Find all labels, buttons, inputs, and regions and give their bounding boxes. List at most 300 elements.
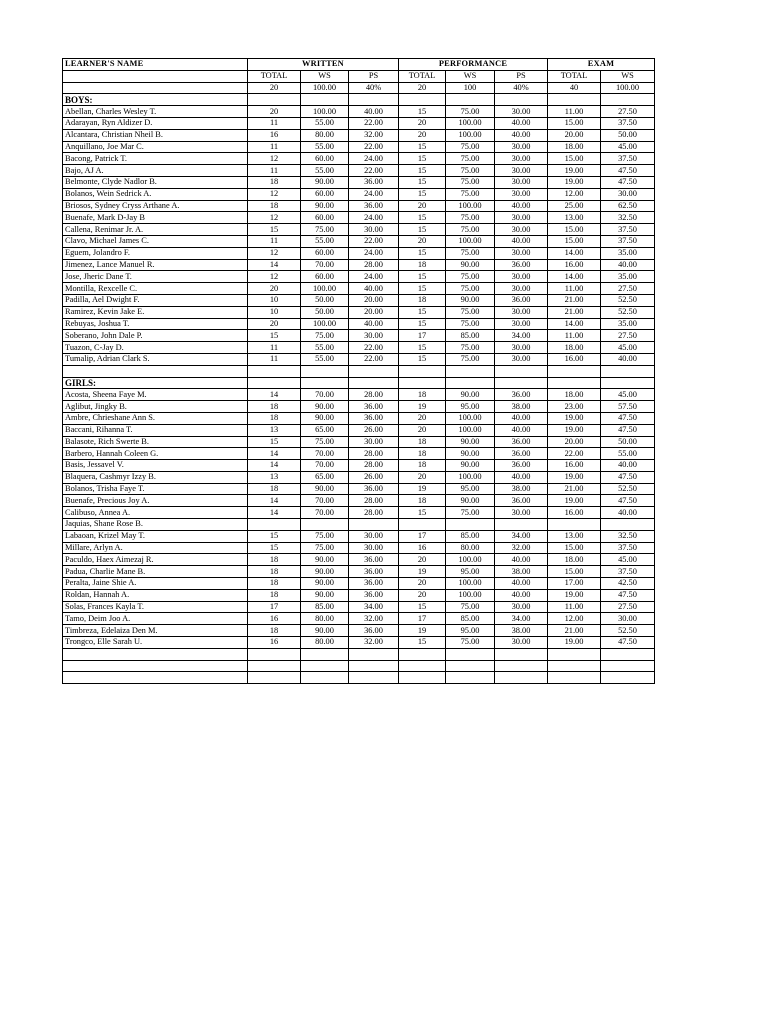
blank-cell [495,660,548,672]
score-cell [399,519,446,531]
score-cell: 13 [248,424,301,436]
grades-table [62,58,655,684]
learner-name: Blaquera, Cashmyr Izzy B. [63,471,248,483]
score-cell [301,519,349,531]
score-cell: 10 [248,306,301,318]
score-cell: 36.00 [349,554,399,566]
score-cell: 36.00 [495,448,548,460]
score-cell: 100.00 [446,200,495,212]
score-cell: 30.00 [349,330,399,342]
score-cell: 80.00 [446,542,495,554]
score-cell: 100.00 [446,129,495,141]
blank-cell [548,377,601,389]
empty-row [63,672,655,684]
score-cell: 50.00 [601,436,655,448]
score-cell: 19.00 [548,589,601,601]
score-cell: 36.00 [349,578,399,590]
score-cell: 20 [399,471,446,483]
score-cell: 52.50 [601,294,655,306]
score-cell: 55.00 [301,342,349,354]
score-cell: 15 [399,342,446,354]
learner-row [63,318,655,330]
score-cell: 14.00 [548,247,601,259]
blank-cell [63,70,248,82]
learner-name: Abellan, Charles Wesley T. [63,106,248,118]
score-cell: 85.00 [446,330,495,342]
score-cell: 80.00 [301,637,349,649]
score-cell: 12.00 [548,613,601,625]
learner-name: Tamo, Deim Joo A. [63,613,248,625]
score-cell: 100.00 [446,578,495,590]
learner-name: Montilla, Rexcelle C. [63,283,248,295]
score-cell: 30.00 [349,224,399,236]
score-cell: 85.00 [301,601,349,613]
score-cell: 75.00 [446,342,495,354]
score-cell: 22.00 [349,235,399,247]
learner-row [63,330,655,342]
score-cell: 15 [399,106,446,118]
score-cell: 18 [248,566,301,578]
blank-cell [548,660,601,672]
score-cell: 38.00 [495,625,548,637]
score-cell: 28.00 [349,495,399,507]
score-cell: 36.00 [349,625,399,637]
score-cell: 75.00 [301,224,349,236]
learner-name: Ramirez, Kevin Jake E. [63,306,248,318]
score-cell: 75.00 [446,283,495,295]
score-cell: 70.00 [301,495,349,507]
max-score-cell: 100.00 [601,82,655,94]
learner-name: Briosos, Sydney Cryss Arthane A. [63,200,248,212]
blank-cell [399,648,446,660]
score-cell: 36.00 [349,412,399,424]
score-cell: 27.50 [601,601,655,613]
score-cell: 20 [399,424,446,436]
score-cell: 15 [399,318,446,330]
score-cell: 100.00 [446,471,495,483]
score-cell: 90.00 [301,176,349,188]
learner-name: Anquillano, Joe Mar C. [63,141,248,153]
score-cell: 75.00 [446,212,495,224]
max-score-cell: 100 [446,82,495,94]
score-cell: 19 [399,401,446,413]
blank-cell [63,672,248,684]
max-score-cell: 100.00 [301,82,349,94]
grades-table-body [63,59,655,684]
score-cell: 40.00 [349,318,399,330]
score-cell: 18 [399,259,446,271]
score-cell: 11 [248,353,301,365]
score-cell: 57.50 [601,401,655,413]
learner-row [63,129,655,141]
learner-row [63,235,655,247]
score-cell: 18 [248,483,301,495]
score-cell: 90.00 [301,401,349,413]
blank-cell [446,365,495,377]
score-cell: 100.00 [446,412,495,424]
score-cell: 75.00 [446,224,495,236]
score-cell: 18.00 [548,389,601,401]
score-cell: 20 [399,129,446,141]
score-cell: 27.50 [601,283,655,295]
score-cell: 90.00 [301,483,349,495]
score-cell: 22.00 [349,342,399,354]
score-cell: 15 [248,330,301,342]
score-cell: 40.00 [495,235,548,247]
learner-row [63,554,655,566]
score-cell: 15.00 [548,153,601,165]
score-cell: 20 [399,554,446,566]
score-cell: 47.50 [601,165,655,177]
score-cell: 70.00 [301,507,349,519]
boys-section-label: BOYS: [63,94,248,106]
score-cell: 47.50 [601,424,655,436]
score-cell: 27.50 [601,330,655,342]
score-cell: 17.00 [548,578,601,590]
score-cell: 37.50 [601,235,655,247]
score-cell: 28.00 [349,448,399,460]
blank-cell [248,660,301,672]
score-cell: 21.00 [548,625,601,637]
learner-row [63,625,655,637]
score-cell: 20 [248,283,301,295]
learner-row [63,412,655,424]
learner-row [63,448,655,460]
score-cell: 15.00 [548,117,601,129]
blank-cell [301,94,349,106]
score-cell: 40.00 [495,129,548,141]
score-cell: 75.00 [446,188,495,200]
score-cell: 40.00 [495,471,548,483]
score-cell: 40.00 [495,424,548,436]
score-cell: 26.00 [349,471,399,483]
empty-row [63,660,655,672]
score-cell: 11.00 [548,106,601,118]
score-cell: 20 [399,412,446,424]
score-cell: 20 [399,578,446,590]
learner-row [63,271,655,283]
score-cell: 37.50 [601,566,655,578]
score-cell: 15 [399,271,446,283]
score-cell: 16.00 [548,507,601,519]
score-cell: 15 [248,436,301,448]
learner-row [63,353,655,365]
learner-row [63,519,655,531]
score-cell: 11 [248,165,301,177]
score-cell: 26.00 [349,424,399,436]
blank-cell [349,648,399,660]
learner-name: Bolanos, Trisha Faye T. [63,483,248,495]
blank-cell [349,377,399,389]
score-cell: 15 [399,507,446,519]
score-cell: 12 [248,153,301,165]
score-cell: 36.00 [495,436,548,448]
learner-row [63,165,655,177]
sub-header: WS [446,70,495,82]
score-cell: 36.00 [495,294,548,306]
spacer-row [63,365,655,377]
learner-name: Clavo, Michael James C. [63,235,248,247]
score-cell: 40.00 [495,200,548,212]
score-cell: 65.00 [301,424,349,436]
score-cell: 75.00 [446,507,495,519]
score-cell: 50.00 [601,129,655,141]
score-cell: 30.00 [349,542,399,554]
score-cell: 30.00 [495,306,548,318]
learner-row [63,589,655,601]
score-cell: 19.00 [548,471,601,483]
score-cell: 18 [399,460,446,472]
blank-cell [495,672,548,684]
sub-header: PS [495,70,548,82]
score-cell: 32.00 [495,542,548,554]
score-cell: 30.00 [495,342,548,354]
max-score-cell: 40% [349,82,399,94]
score-cell: 15.00 [548,235,601,247]
score-cell: 23.00 [548,401,601,413]
blank-cell [601,377,655,389]
score-cell: 30.00 [495,141,548,153]
score-cell: 90.00 [446,460,495,472]
score-cell: 75.00 [446,165,495,177]
score-cell: 80.00 [301,613,349,625]
score-cell: 35.00 [601,247,655,259]
score-cell: 11 [248,235,301,247]
blank-cell [495,648,548,660]
score-cell: 30.00 [495,212,548,224]
score-cell: 15 [248,530,301,542]
sub-header: WS [601,70,655,82]
score-cell [548,519,601,531]
blank-cell [446,377,495,389]
score-cell: 100.00 [446,117,495,129]
learner-name: Balasote, Rich Swerte B. [63,436,248,448]
learner-row [63,389,655,401]
score-cell: 13.00 [548,212,601,224]
score-cell: 12.00 [548,188,601,200]
score-cell: 90.00 [446,294,495,306]
score-cell: 15 [399,306,446,318]
blank-cell [601,648,655,660]
score-cell: 11 [248,141,301,153]
score-cell: 36.00 [495,460,548,472]
score-cell: 55.00 [601,448,655,460]
learner-name: Rebuyas, Joshua T. [63,318,248,330]
score-cell: 22.00 [349,165,399,177]
score-cell: 30.00 [495,601,548,613]
score-cell: 15 [399,141,446,153]
score-cell: 30.00 [601,613,655,625]
score-cell: 30.00 [349,436,399,448]
score-cell: 60.00 [301,188,349,200]
score-cell: 35.00 [601,318,655,330]
score-cell: 34.00 [495,530,548,542]
score-cell: 19 [399,625,446,637]
score-cell: 30.00 [495,176,548,188]
learner-name: Buenafe, Precious Joy A. [63,495,248,507]
score-cell: 20.00 [548,129,601,141]
blank-cell [301,660,349,672]
score-cell: 50.00 [301,294,349,306]
score-cell: 18 [248,412,301,424]
score-cell: 90.00 [301,578,349,590]
blank-cell [446,660,495,672]
learner-row [63,212,655,224]
blank-cell [399,94,446,106]
score-cell: 75.00 [446,637,495,649]
blank-cell [548,672,601,684]
learner-name: Barbero, Hannah Coleen G. [63,448,248,460]
score-cell: 90.00 [301,200,349,212]
score-cell: 47.50 [601,176,655,188]
score-cell: 90.00 [301,554,349,566]
learner-name: Buenafe, Mark D-Jay B [63,212,248,224]
score-cell: 90.00 [446,495,495,507]
score-cell: 100.00 [301,283,349,295]
score-cell: 40.00 [601,460,655,472]
score-cell: 20 [248,318,301,330]
blank-cell [495,94,548,106]
score-cell: 19.00 [548,495,601,507]
score-cell: 24.00 [349,153,399,165]
score-cell: 70.00 [301,259,349,271]
score-cell: 20 [399,117,446,129]
score-cell: 75.00 [446,353,495,365]
learner-name: Baccani, Rihanna T. [63,424,248,436]
score-cell: 30.00 [349,530,399,542]
score-cell: 15 [399,188,446,200]
score-cell: 65.00 [301,471,349,483]
score-cell: 22.00 [349,141,399,153]
score-cell: 75.00 [301,330,349,342]
blank-cell [446,648,495,660]
blank-cell [495,377,548,389]
score-cell: 95.00 [446,566,495,578]
score-cell: 52.50 [601,306,655,318]
score-cell: 30.00 [495,247,548,259]
score-cell: 17 [399,613,446,625]
score-cell: 90.00 [301,566,349,578]
score-cell: 22.00 [349,353,399,365]
learner-name: Labaoan, Krizel May T. [63,530,248,542]
score-cell: 75.00 [301,436,349,448]
score-cell: 52.50 [601,625,655,637]
score-cell: 16.00 [548,460,601,472]
score-cell: 36.00 [349,200,399,212]
sub-header: TOTAL [248,70,301,82]
score-cell: 75.00 [446,601,495,613]
score-cell: 55.00 [301,117,349,129]
girls-section-row [63,377,655,389]
score-cell: 47.50 [601,589,655,601]
score-cell: 21.00 [548,483,601,495]
score-cell: 15 [248,224,301,236]
sub-header: TOTAL [399,70,446,82]
score-cell: 75.00 [446,176,495,188]
max-score-cell: 20 [248,82,301,94]
score-cell: 75.00 [446,271,495,283]
score-cell: 30.00 [601,188,655,200]
learner-name: Trongco, Elle Sarah U. [63,637,248,649]
score-cell: 17 [399,330,446,342]
blank-cell [399,377,446,389]
blank-cell [248,94,301,106]
score-cell: 90.00 [301,625,349,637]
score-cell: 36.00 [349,589,399,601]
learner-name: Aglibut, Jingky B. [63,401,248,413]
learner-name: Soberano, John Dale P. [63,330,248,342]
score-cell: 14 [248,507,301,519]
learner-name: Jimenez, Lance Manuel R. [63,259,248,271]
score-cell: 38.00 [495,483,548,495]
learner-row [63,224,655,236]
score-cell: 100.00 [446,554,495,566]
learner-name: Calibuso, Annea A. [63,507,248,519]
score-cell: 11.00 [548,283,601,295]
score-cell: 36.00 [349,176,399,188]
score-cell: 40.00 [349,283,399,295]
score-cell: 32.00 [349,637,399,649]
score-cell [601,519,655,531]
score-cell: 20 [399,200,446,212]
score-cell: 75.00 [446,141,495,153]
blank-cell [248,377,301,389]
score-cell: 100.00 [301,318,349,330]
score-cell: 15 [399,637,446,649]
score-cell: 47.50 [601,495,655,507]
performance-header: PERFORMANCE [399,59,548,71]
score-cell: 95.00 [446,401,495,413]
blank-cell [601,94,655,106]
score-cell: 75.00 [446,318,495,330]
score-cell: 32.50 [601,212,655,224]
score-cell: 16 [248,637,301,649]
score-cell: 75.00 [301,542,349,554]
blank-cell [548,94,601,106]
blank-cell [248,672,301,684]
score-cell: 18 [248,554,301,566]
blank-cell [399,660,446,672]
score-cell: 36.00 [349,566,399,578]
score-cell: 18.00 [548,141,601,153]
learner-row [63,542,655,554]
learner-row [63,106,655,118]
score-cell: 34.00 [495,330,548,342]
learner-row [63,424,655,436]
score-cell: 14.00 [548,271,601,283]
score-cell: 19.00 [548,637,601,649]
score-cell: 55.00 [301,235,349,247]
learner-row [63,342,655,354]
blank-cell [399,365,446,377]
score-cell: 17 [248,601,301,613]
score-cell: 45.00 [601,342,655,354]
score-cell: 11 [248,117,301,129]
score-cell: 12 [248,247,301,259]
score-cell: 100.00 [446,589,495,601]
score-cell: 18 [248,200,301,212]
blank-cell [63,82,248,94]
blank-cell [548,648,601,660]
score-cell: 30.00 [495,106,548,118]
blank-cell [601,660,655,672]
learner-name: Bolanos, Wein Sedrick A. [63,188,248,200]
score-cell: 75.00 [446,153,495,165]
score-cell [349,519,399,531]
score-cell: 27.50 [601,106,655,118]
score-cell: 20.00 [548,436,601,448]
score-cell: 90.00 [446,448,495,460]
